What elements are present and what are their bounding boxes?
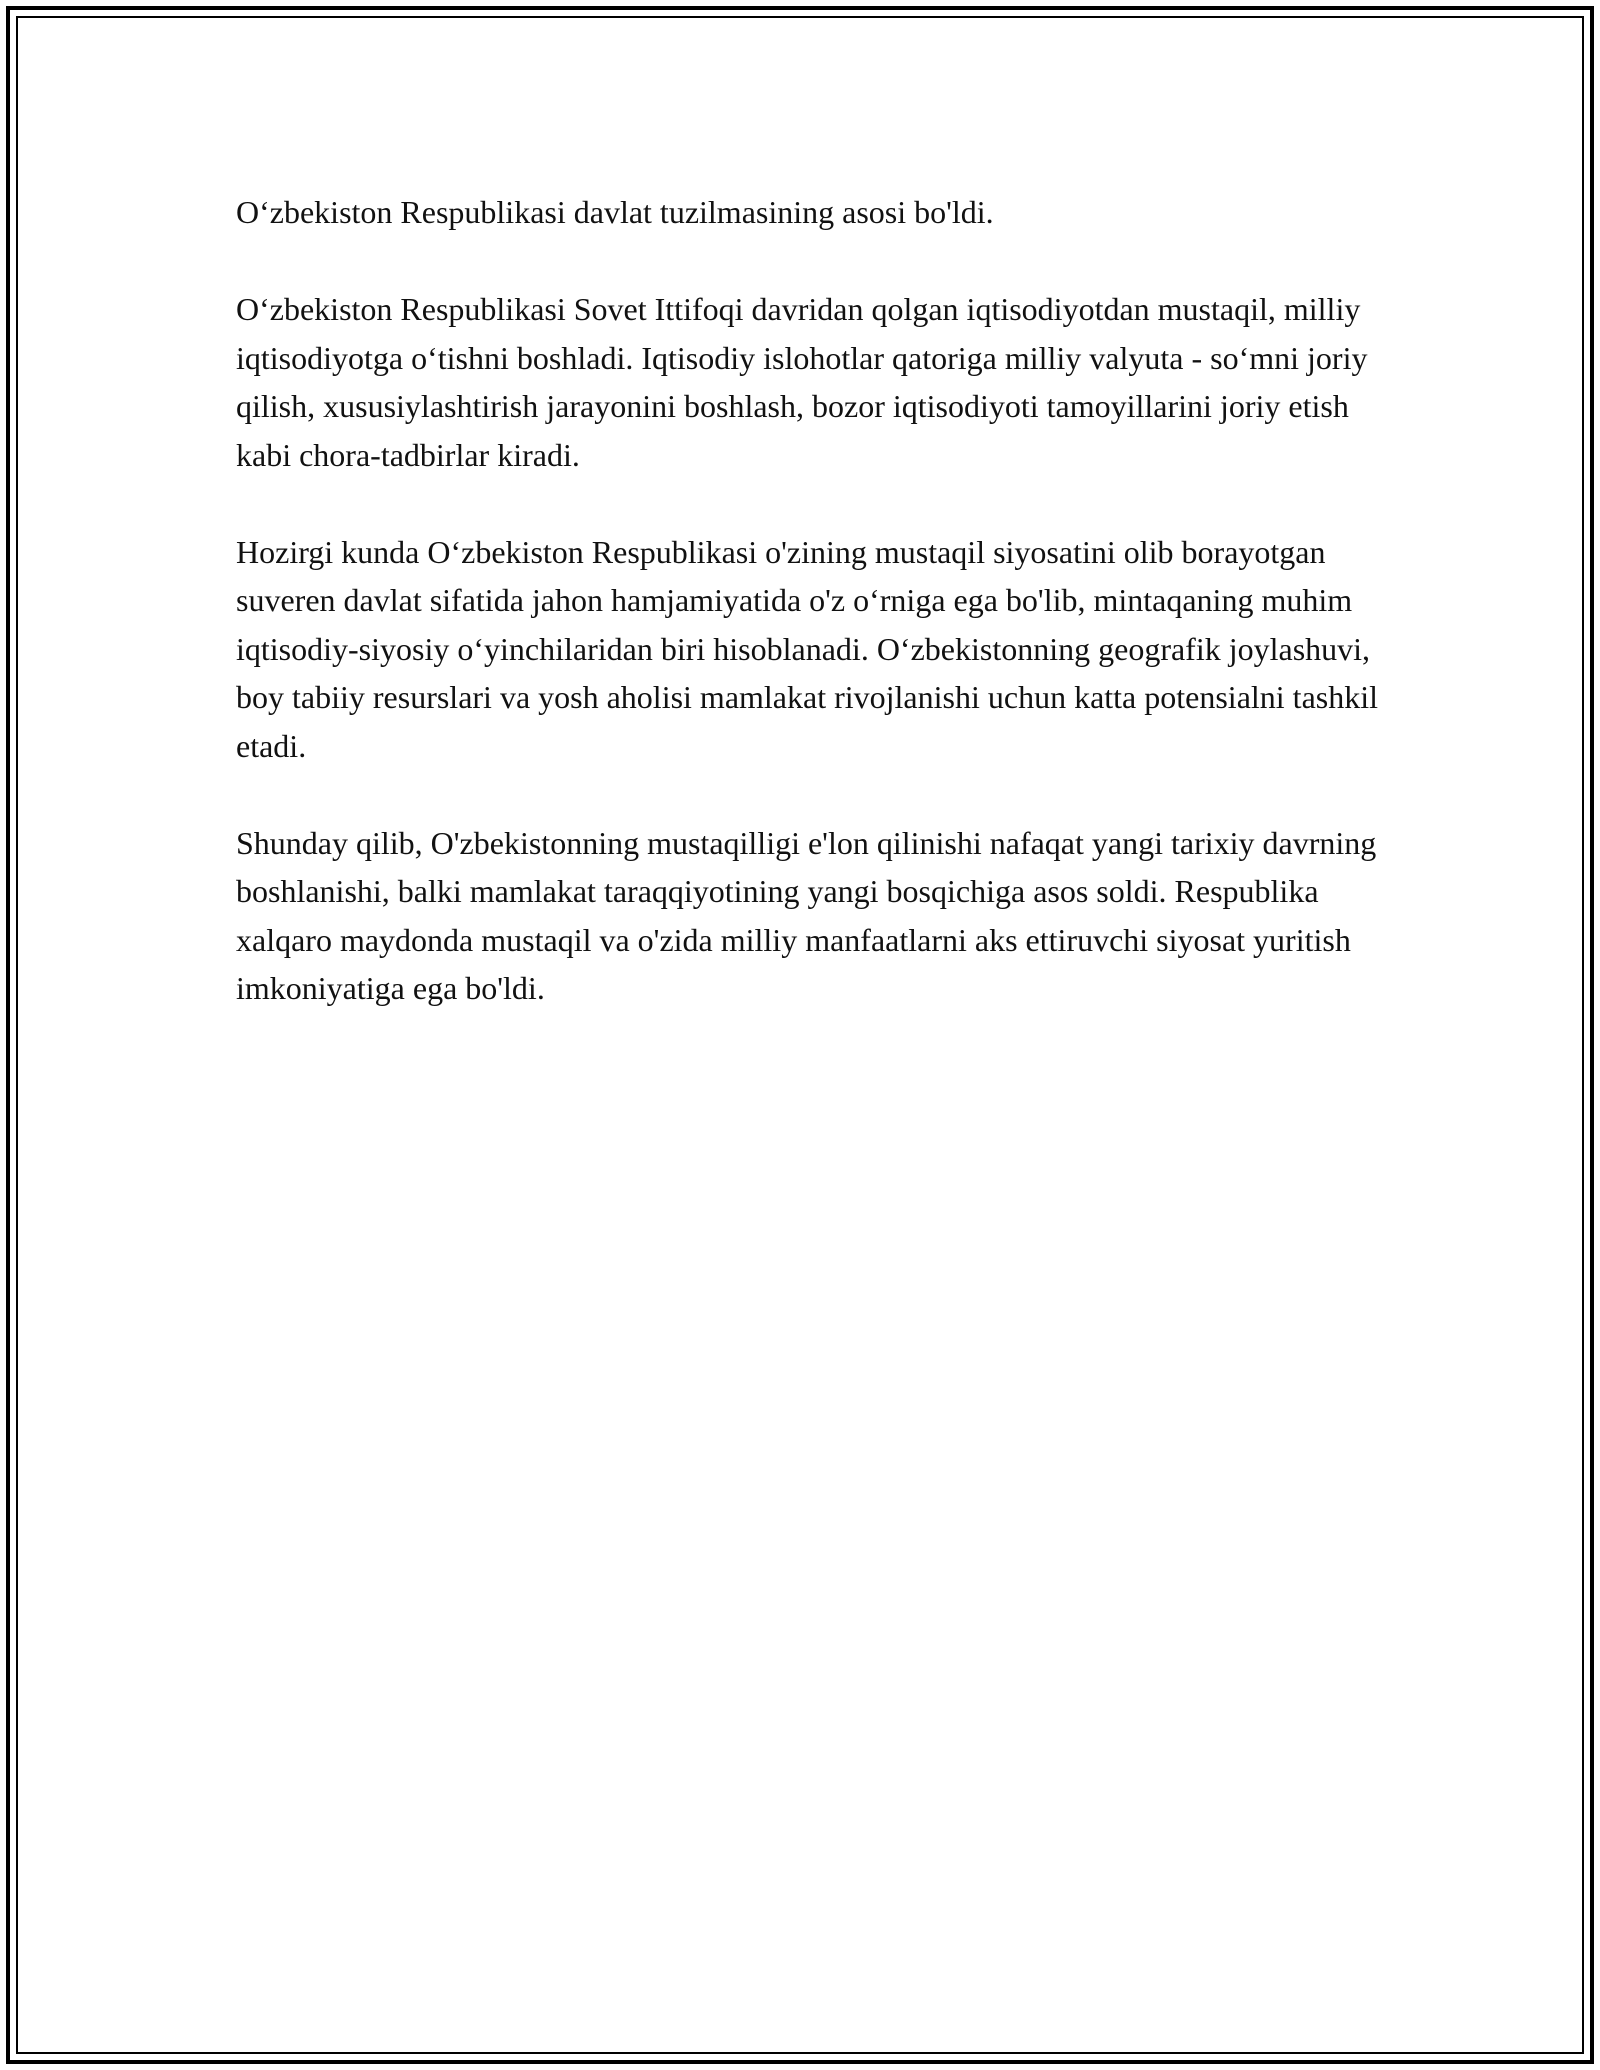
paragraph-4: Shunday qilib, O'zbekistonning mustaqilligi e'lon qilinishi nafaqat yangi tarixiy davrning boshlanishi, balki mamlakat taraqqiyotining yangi bosqichiga asos soldi. Respublika xalqaro maydonda mustaqil va o'zida milliy manfaatlarni aks ettiruvchi siyosat yuritish imkoniyatiga ega bo'ldi. xyxy=(236,824,1377,1006)
paragraph-2: O‘zbekiston Respublikasi Sovet Ittifoqi davridan qolgan iqtisodiyotdan mustaqil, milliy iqtisodiyotga o‘tishni boshladi. Iqtisodiy islohotlar qatoriga milliy valyuta - so‘mni joriy qilish, xususiylashtirish jarayonini boshlash, bozor iqtisodiyoti tamoyillarini joriy etish kabi chora-tadbirlar kiradi. xyxy=(236,291,1368,473)
paragraph-1: O‘zbekiston Respublikasi davlat tuzilmasining asosi bo'ldi. xyxy=(236,194,994,230)
paragraph-3: Hozirgi kunda O‘zbekiston Respublikasi o'zining mustaqil siyosatini olib borayotgan suveren davlat sifatida jahon hamjamiyatida o'z o‘rniga ega bo'lib, mintaqaning muhim iqtisodiy-siyosiy o‘yinchilaridan biri hisoblanadi. O‘zbekistonning geografik joylashuvi, boy tabiiy resurslari va yosh aholisi mamlakat rivojlanishi uchun katta potensialni tashkil etadi. xyxy=(236,533,1378,764)
document-body xyxy=(236,188,1386,1013)
